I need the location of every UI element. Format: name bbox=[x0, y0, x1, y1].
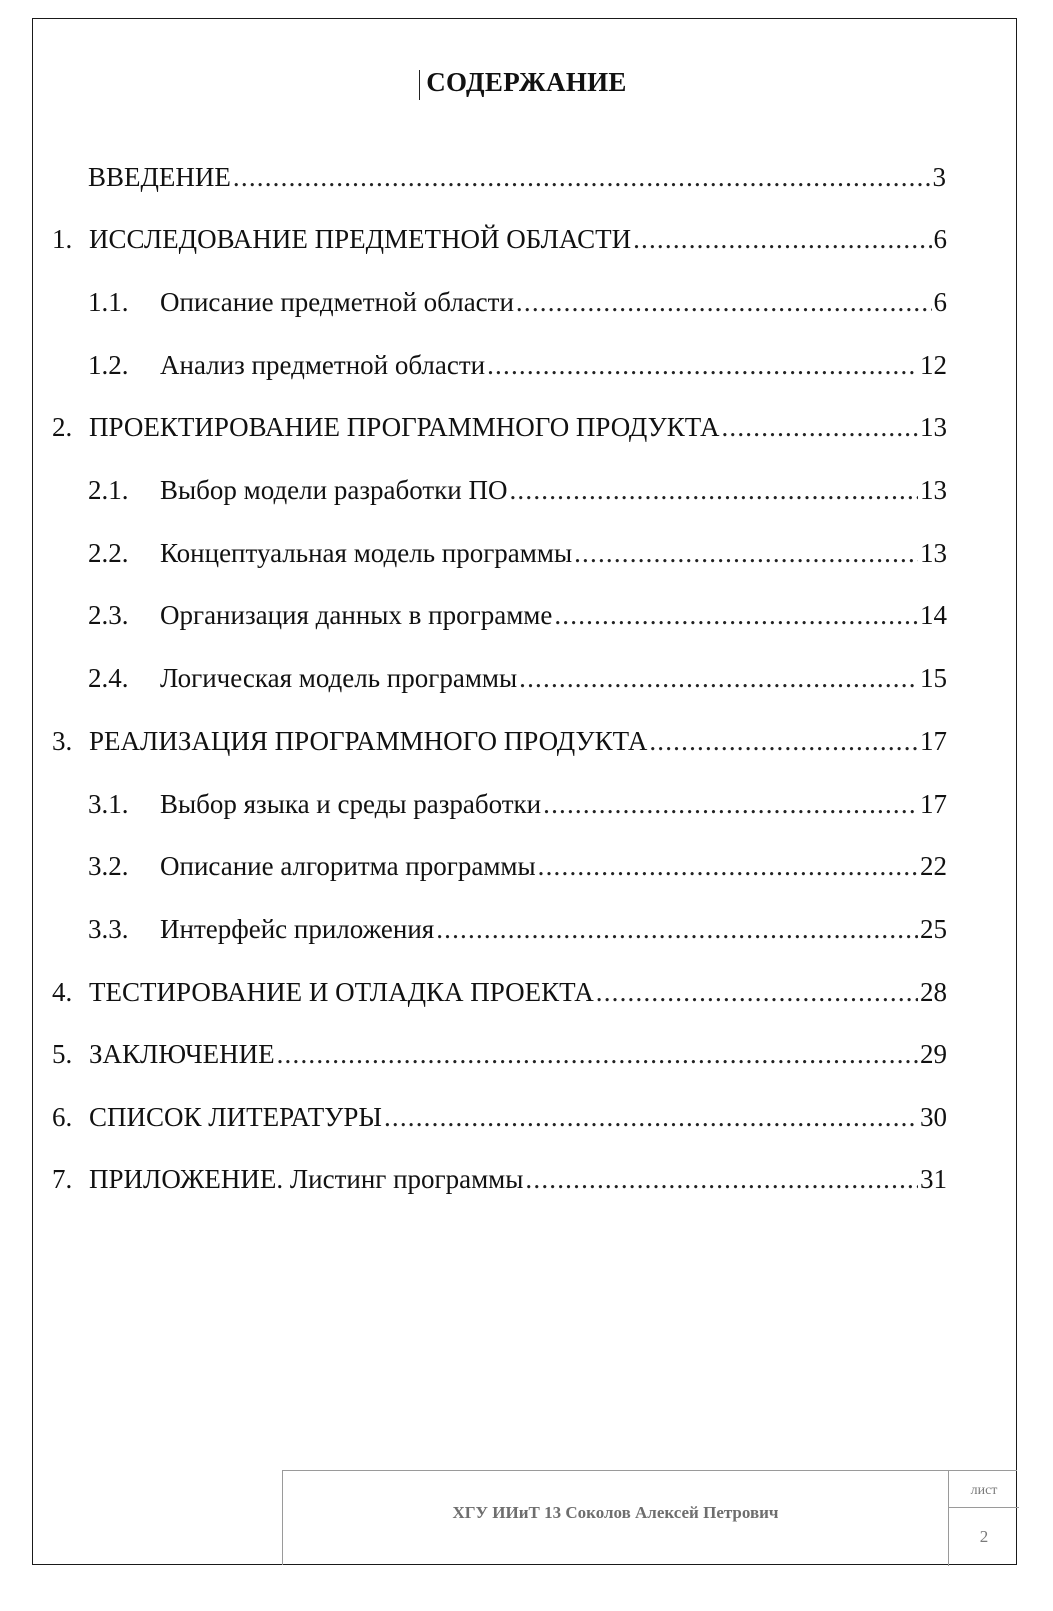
stamp-sheet-label: лист bbox=[970, 1483, 998, 1498]
toc-page-number: 6 bbox=[933, 287, 947, 317]
toc-entry[interactable] bbox=[88, 470, 947, 510]
toc-entry-title: ЗАКЛЮЧЕНИЕ bbox=[89, 1039, 275, 1069]
toc-entry[interactable] bbox=[52, 1034, 947, 1074]
page-title: СОДЕРЖАНИЕ bbox=[426, 67, 627, 97]
stamp-author-line: ХГУ ИИиТ 13 Соколов Алексей Петрович bbox=[452, 1503, 779, 1522]
toc-entry[interactable] bbox=[52, 1097, 947, 1137]
toc-page-number: 15 bbox=[920, 663, 947, 693]
toc-dot-leader bbox=[538, 846, 918, 886]
toc-page-number: 29 bbox=[920, 1039, 947, 1069]
toc-entry[interactable] bbox=[88, 282, 947, 322]
toc-dot-leader bbox=[525, 1159, 918, 1199]
toc-entry[interactable] bbox=[52, 407, 947, 447]
toc-page-number: 25 bbox=[920, 914, 947, 944]
toc-entry[interactable] bbox=[88, 595, 947, 635]
toc-entry[interactable] bbox=[52, 1159, 947, 1199]
toc-entry-number: 2. bbox=[52, 412, 73, 442]
text-cursor bbox=[419, 70, 420, 100]
toc-dot-leader bbox=[384, 1097, 918, 1137]
toc-page-number: 31 bbox=[920, 1164, 947, 1194]
toc-page-number: 30 bbox=[920, 1102, 947, 1132]
toc-entry[interactable] bbox=[88, 658, 947, 698]
toc-entry-number: 1. bbox=[52, 224, 73, 254]
toc-entry[interactable] bbox=[88, 846, 947, 886]
toc-dot-leader bbox=[633, 219, 931, 259]
toc-entry-title: ТЕСТИРОВАНИЕ И ОТЛАДКА ПРОЕКТА bbox=[89, 977, 594, 1007]
toc-dot-leader bbox=[519, 658, 918, 698]
stamp-sheet-number: 2 bbox=[979, 1527, 989, 1546]
toc-entry-number: 7. bbox=[52, 1164, 73, 1194]
toc-entry-title: ПРИЛОЖЕНИЕ. Листинг программы bbox=[89, 1164, 524, 1194]
toc-page-number: 22 bbox=[920, 851, 947, 881]
toc-dot-leader bbox=[543, 784, 918, 824]
toc-entry-title: ВВЕДЕНИЕ bbox=[88, 162, 231, 192]
toc-dot-leader bbox=[516, 282, 932, 322]
toc-dot-leader bbox=[487, 345, 918, 385]
toc-page-number: 13 bbox=[920, 412, 947, 442]
toc-entry-title: Концептуальная модель программы bbox=[160, 538, 573, 568]
toc-dot-leader bbox=[233, 157, 931, 197]
toc-page-number: 17 bbox=[920, 726, 947, 756]
toc-entry-title: РЕАЛИЗАЦИЯ ПРОГРАММНОГО ПРОДУКТА bbox=[89, 726, 648, 756]
toc-entry-title: Выбор модели разработки ПО bbox=[160, 475, 508, 505]
toc-dot-leader bbox=[509, 470, 918, 510]
toc-entry[interactable] bbox=[52, 219, 947, 259]
toc-entry[interactable] bbox=[88, 157, 946, 197]
toc-entry[interactable] bbox=[88, 533, 947, 573]
toc-dot-leader bbox=[721, 407, 918, 447]
toc-entry-title: Анализ предметной области bbox=[160, 350, 486, 380]
toc-entry[interactable] bbox=[88, 909, 947, 949]
toc-dot-leader bbox=[554, 595, 918, 635]
toc-dot-leader bbox=[436, 909, 918, 949]
toc-entry-title: ПРОЕКТИРОВАНИЕ ПРОГРАММНОГО ПРОДУКТА bbox=[89, 412, 720, 442]
toc-dot-leader bbox=[277, 1034, 918, 1074]
toc-entry-title: Выбор языка и среды разработки bbox=[160, 789, 542, 819]
toc-entry-number: 2.1. bbox=[88, 475, 129, 505]
stamp-divider bbox=[949, 1507, 1019, 1508]
toc-page-number: 13 bbox=[920, 475, 947, 505]
stamp-sheet-cell bbox=[948, 1471, 1018, 1566]
toc-page-number: 28 bbox=[920, 977, 947, 1007]
toc-entry[interactable] bbox=[52, 721, 947, 761]
toc-page-number: 3 bbox=[932, 162, 946, 192]
toc-dot-leader bbox=[649, 721, 918, 761]
toc-entry[interactable] bbox=[88, 784, 947, 824]
toc-entry-title: ИССЛЕДОВАНИЕ ПРЕДМЕТНОЙ ОБЛАСТИ bbox=[89, 224, 632, 254]
toc-entry-number: 4. bbox=[52, 977, 73, 1007]
toc-entry-title: Описание предметной области bbox=[160, 287, 514, 317]
toc-entry-number: 1.1. bbox=[88, 287, 129, 317]
toc-entry[interactable] bbox=[52, 972, 947, 1012]
toc-entry-number: 3.1. bbox=[88, 789, 129, 819]
toc-entry-number: 2.2. bbox=[88, 538, 129, 568]
toc-entry-number: 5. bbox=[52, 1039, 73, 1069]
toc-page-number: 17 bbox=[920, 789, 947, 819]
toc-entry-number: 3.3. bbox=[88, 914, 129, 944]
toc-entry-number: 1.2. bbox=[88, 350, 129, 380]
toc-entry-number: 2.3. bbox=[88, 600, 129, 630]
toc-page-number: 12 bbox=[920, 350, 947, 380]
toc-entry-title: Организация данных в программе bbox=[160, 600, 553, 630]
toc-page-number: 13 bbox=[920, 538, 947, 568]
toc-entry-title: Интерфейс приложения bbox=[160, 914, 435, 944]
toc-entry[interactable] bbox=[88, 345, 947, 385]
toc-entry-title: СПИСОК ЛИТЕРАТУРЫ bbox=[89, 1102, 382, 1132]
toc-entry-number: 2.4. bbox=[88, 663, 129, 693]
toc-entry-title: Описание алгоритма программы bbox=[160, 851, 536, 881]
toc-entry-number: 3. bbox=[52, 726, 73, 756]
toc-page-number: 14 bbox=[920, 600, 947, 630]
toc-dot-leader bbox=[574, 533, 918, 573]
toc-dot-leader bbox=[596, 972, 918, 1012]
toc-page-number: 6 bbox=[933, 224, 947, 254]
toc-entry-number: 6. bbox=[52, 1102, 73, 1132]
toc-entry-title: Логическая модель программы bbox=[160, 663, 518, 693]
title-block-stamp bbox=[282, 1470, 1017, 1565]
toc-entry-number: 3.2. bbox=[88, 851, 129, 881]
